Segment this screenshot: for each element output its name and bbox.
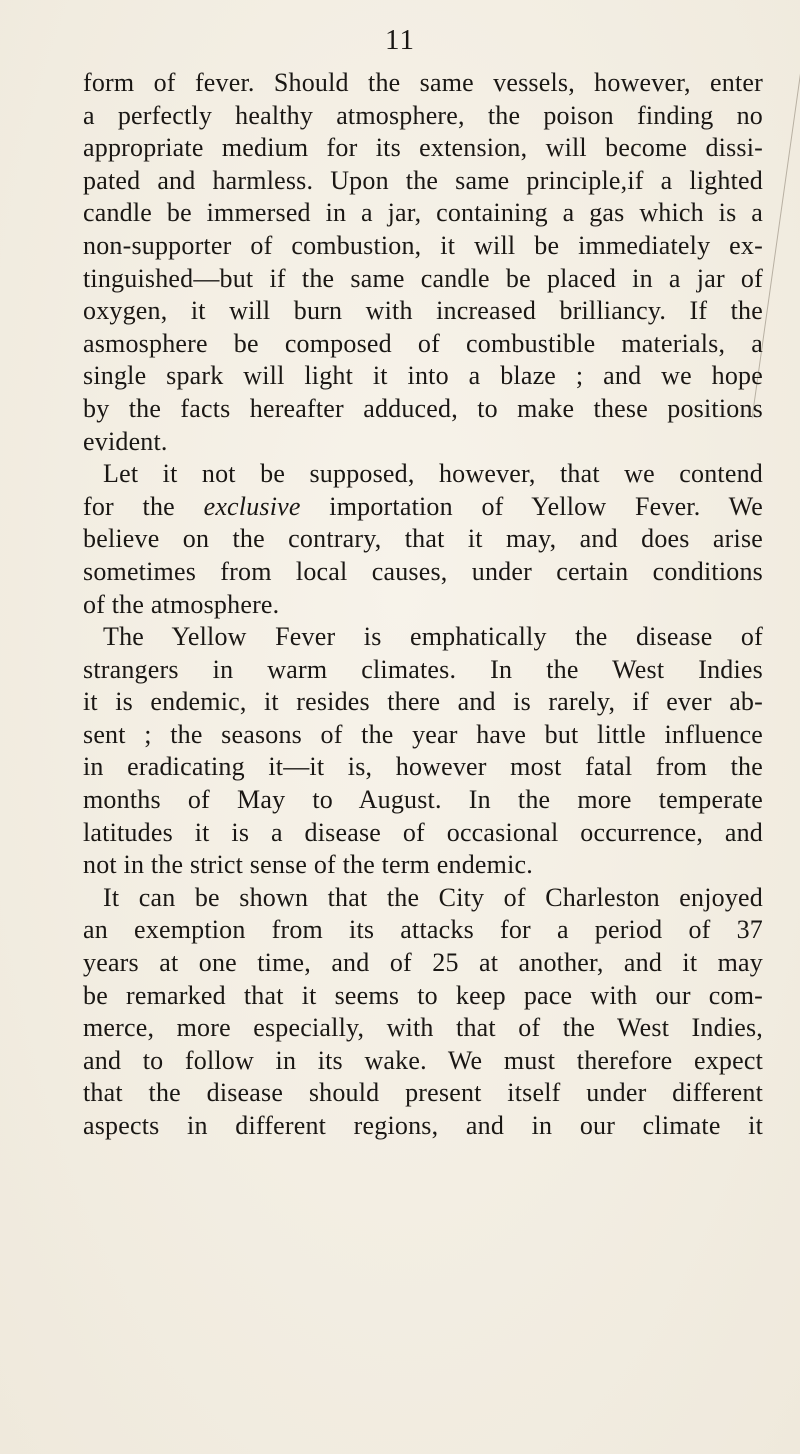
text-line: form of fever. Should the same vessels, however, enter [83, 68, 763, 97]
text-line: non-supporter of combustion, it will be immediately ex- [83, 230, 763, 260]
text-line: of the atmosphere. [83, 589, 280, 619]
text-line: an exemption from its attacks for a period of 37 [83, 915, 763, 945]
page-number: 11 [385, 24, 415, 56]
text-line: not in the strict sense of the term endemic. [83, 850, 533, 880]
text-line: single spark will light it into a blaze ; and we hope [83, 361, 763, 391]
text-line: evident. [83, 426, 168, 456]
text-line: sent ; the seasons of the year have but little influence [83, 719, 763, 749]
text-line: a perfectly healthy atmosphere, the poison finding no [83, 100, 763, 130]
text-line: in eradicating it—it is, however most fatal from the [83, 752, 763, 782]
text-line: months of May to August. In the more temperate [83, 785, 763, 815]
text-line: it is endemic, it resides there and is rarely, if ever ab- [83, 687, 763, 717]
text-line: pated and harmless. Upon the same principle,if a lighted [83, 165, 763, 195]
text-segment: for the [83, 491, 204, 521]
text-line: The Yellow Fever is emphatically the disease of [103, 622, 763, 652]
text-line: oxygen, it will burn with increased brilliancy. If the [83, 296, 763, 326]
text-line: strangers in warm climates. In the West Indies [83, 654, 763, 684]
text-line-with-italic [83, 491, 763, 524]
italic-word: exclusive [203, 491, 301, 521]
text-line: believe on the contrary, that it may, and does arise [83, 524, 763, 554]
text-line: sometimes from local causes, under certain conditions [83, 556, 763, 586]
body-text [83, 67, 763, 1143]
text-line: asmosphere be composed of combustible materials, a [83, 328, 763, 358]
text-line: aspects in different regions, and in our climate it [83, 1111, 763, 1140]
text-segment: importation of Yellow Fever. We [300, 491, 763, 521]
text-line: Let it not be supposed, however, that we contend [103, 459, 763, 489]
text-line: merce, more especially, with that of the West Indies, [83, 1013, 763, 1043]
text-line: years at one time, and of 25 at another, and it may [83, 948, 763, 978]
text-line: tinguished—but if the same candle be placed in a jar of [83, 263, 763, 293]
text-line: candle be immersed in a jar, containing a gas which is a [83, 198, 763, 228]
text-line: that the disease should present itself under different [83, 1078, 763, 1108]
text-line: by the facts hereafter adduced, to make these positions [83, 393, 763, 423]
text-line: latitudes it is a disease of occasional occurrence, and [83, 817, 763, 847]
text-line: be remarked that it seems to keep pace with our com- [83, 980, 763, 1010]
text-line: appropriate medium for its extension, will become dissi- [83, 133, 763, 163]
text-line: It can be shown that the City of Charleston enjoyed [103, 882, 763, 912]
text-line: and to follow in its wake. We must therefore expect [83, 1045, 763, 1075]
